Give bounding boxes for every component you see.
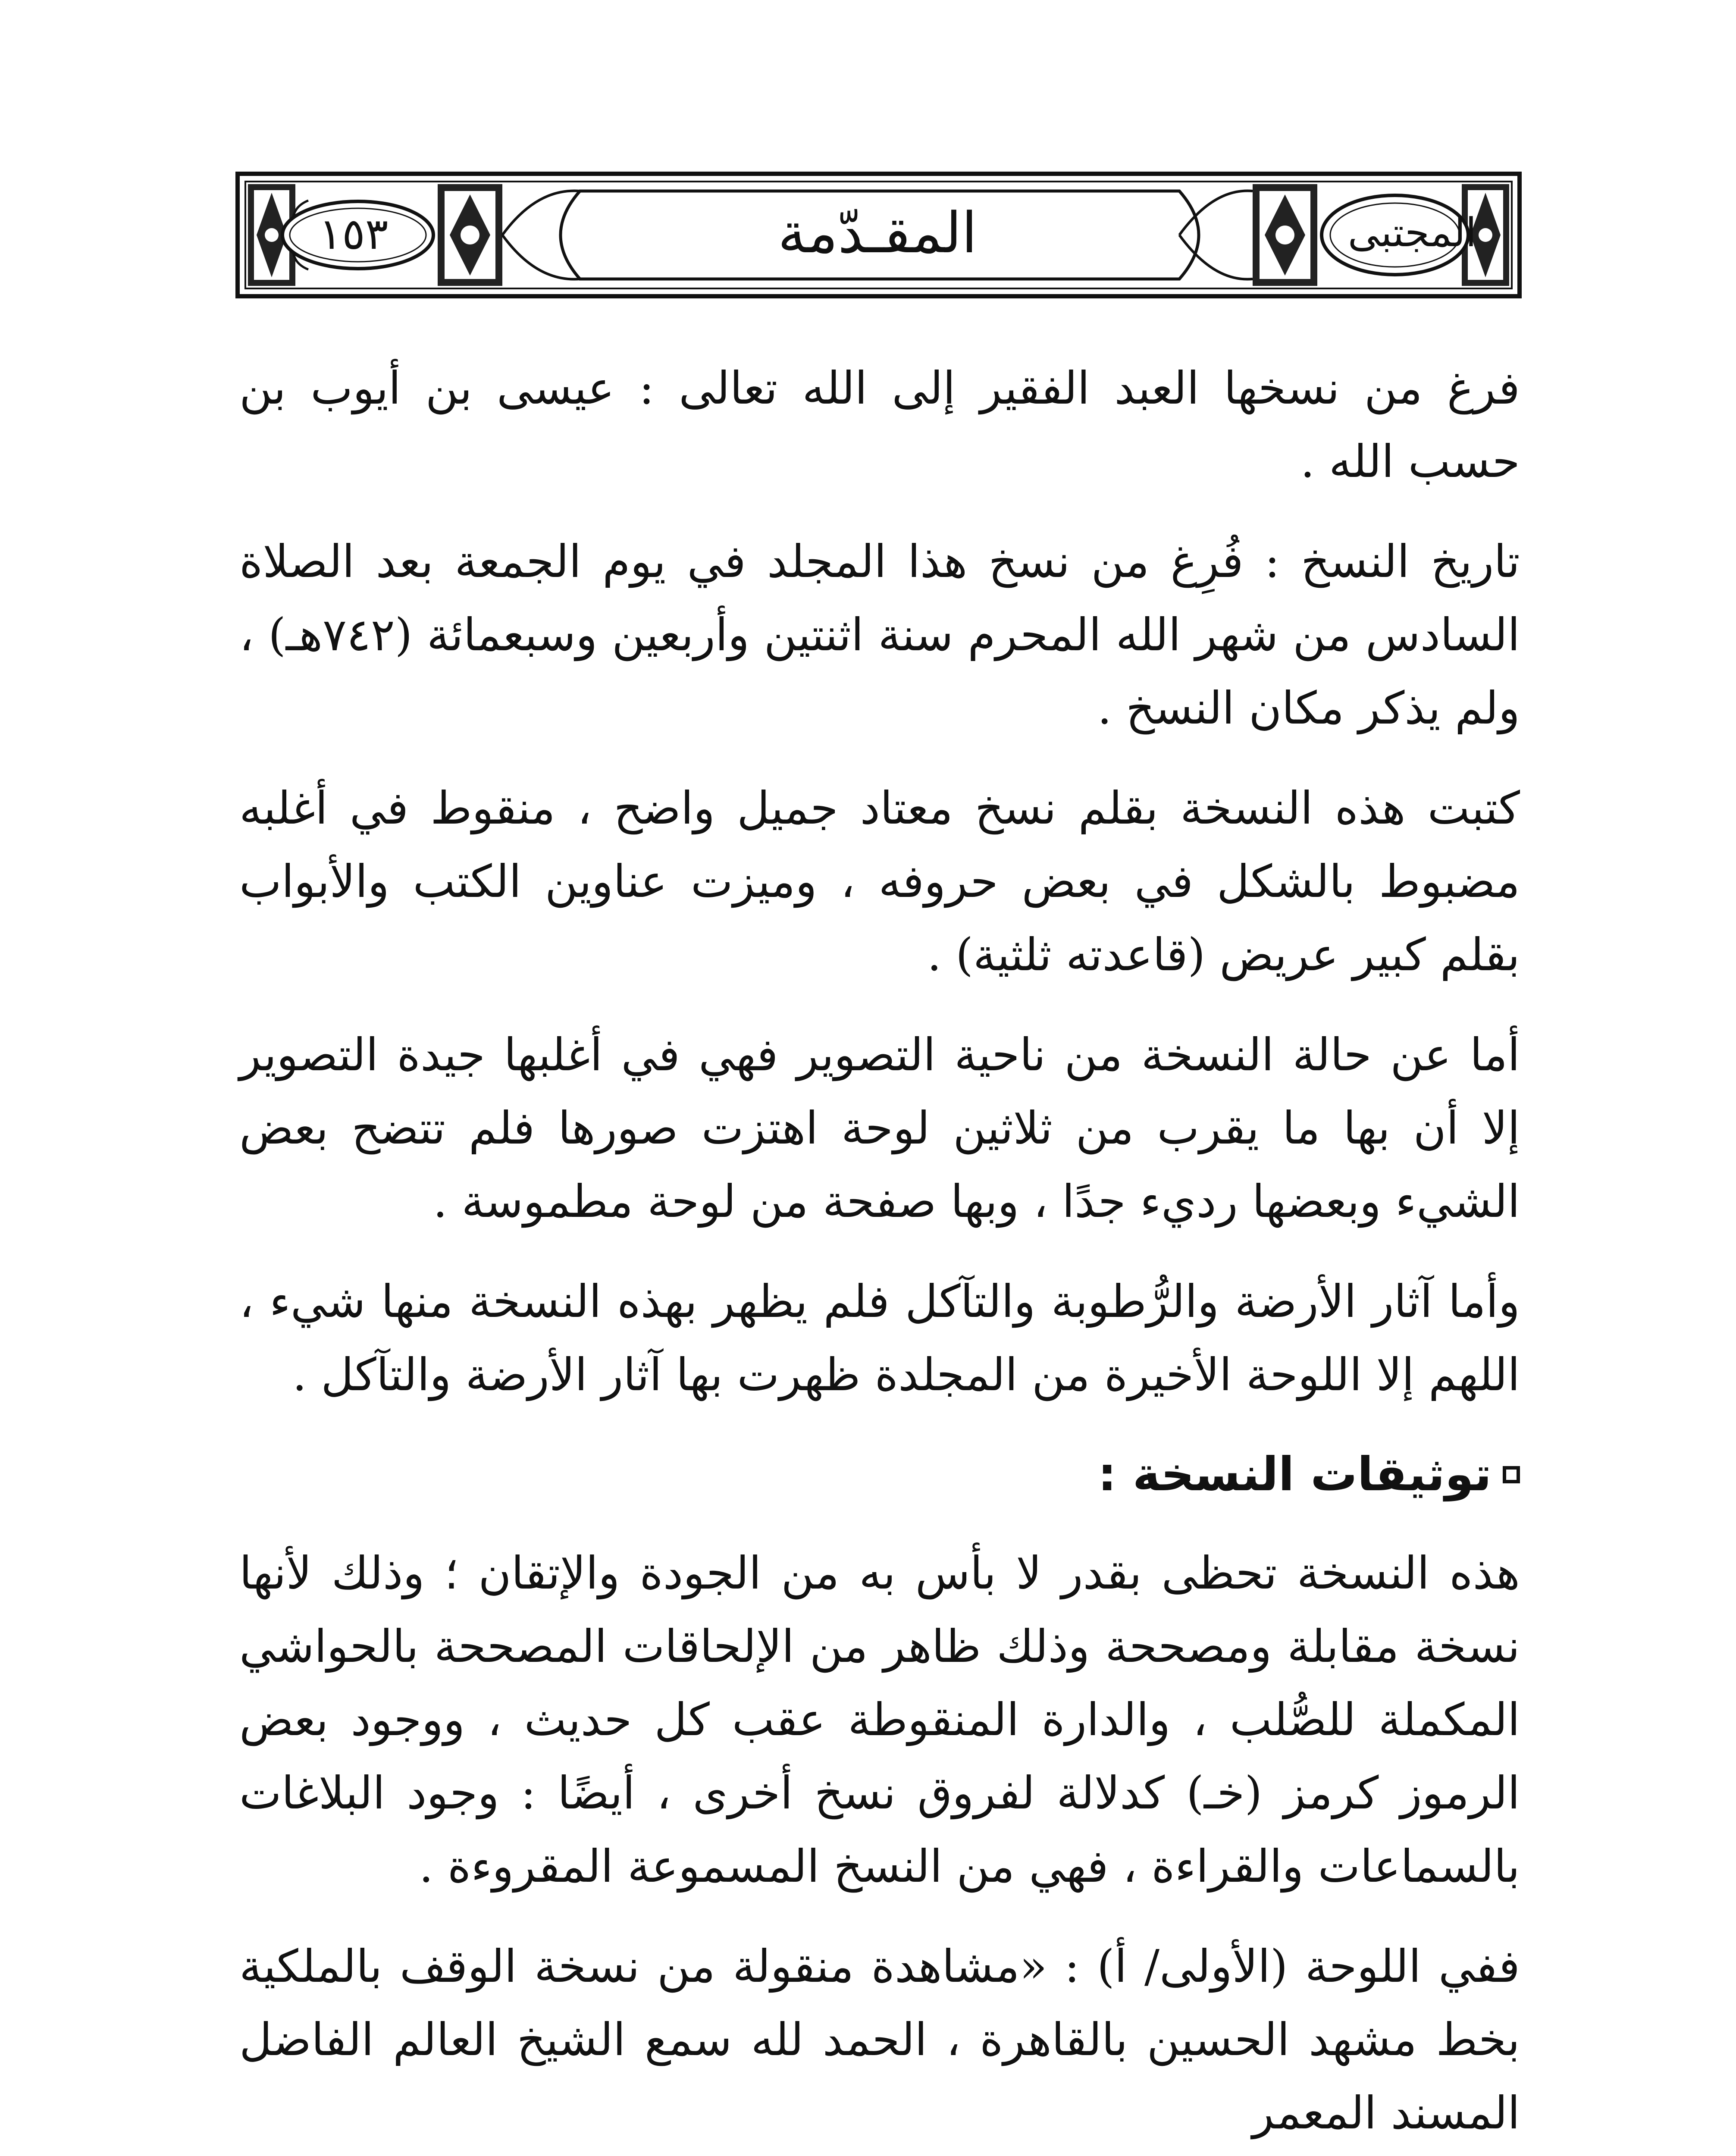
body-text <box>239 351 1520 2156</box>
section-heading <box>239 1438 1520 1511</box>
paragraph-copy-date: تاريخ النسخ : فُرِغ من نسخ هذا المجلد في يوم الجمعة بعد الصلاة السادس من شهر الله المحرم سنة اثنتين وأربعين وسبعمائة (٧٤٢هـ) ، ولم يذكر مكان النسخ . <box>239 535 1520 734</box>
paragraph-damage-condition: وأما آثار الأرضة والرُّطوبة والتآكل فلم يظهر بهذه النسخة منها شيء ، اللهم إلا اللوحة الأخيرة من المجلدة ظهرت بها آثار الأرضة والتآكل . <box>239 1275 1520 1401</box>
page-header <box>235 170 1522 300</box>
paragraph-verification: هذه النسخة تحظى بقدر لا بأس به من الجودة والإتقان ؛ وذلك لأنها نسخة مقابلة ومصححة وذلك ظاهر من الإلحاقات المصححة بالحواشي المكملة للصُّلب ، والدارة المنقوطة عقب كل حديث ، ووجود بعض الرموز كرمز (خـ) كدلالة لفروق نسخ أخرى ، أيضًا : وجود البلاغات بالسماعات والقراءة ، فهي من النسخ المسموعة المقروءة . <box>239 1547 1520 1893</box>
page-number: ١٥٣ <box>319 209 389 259</box>
book-emblem: المجتبى <box>1347 210 1477 256</box>
paragraph-first-folio: ففي اللوحة (الأولى/ أ) : «مشاهدة منقولة من نسخة الوقف بالملكية بخط مشهد الحسين بالقاهرة ، الحمد لله سمع الشيخ العالم الفاضل المسند المعمر <box>239 1940 1520 2139</box>
paragraph-copyist: فرغ من نسخها العبد الفقير إلى الله تعالى : عيسى بن أيوب بن حسب الله . <box>239 362 1520 488</box>
section-heading-text: توثيقات النسخة : <box>1098 1448 1492 1501</box>
paragraph-script-description: كتبت هذه النسخة بقلم نسخ معتاد جميل واضح ، منقوط في أغلبه مضبوط بالشكل في بعض حروفه ، وميزت عناوين الكتب والأبواب بقلم كبير عريض (قاعدته ثلثية) . <box>239 782 1520 981</box>
square-bullet-icon <box>1503 1466 1520 1483</box>
page-title: المقـدّمة <box>777 200 978 266</box>
paragraph-imaging-condition: أما عن حالة النسخة من ناحية التصوير فهي في أغلبها جيدة التصوير إلا أن بها ما يقرب من ثلاثين لوحة اهتزت صورها فلم تتضح بعض الشيء وبعضها رديء جدًا ، وبها صفحة من لوحة مطموسة . <box>239 1028 1520 1228</box>
